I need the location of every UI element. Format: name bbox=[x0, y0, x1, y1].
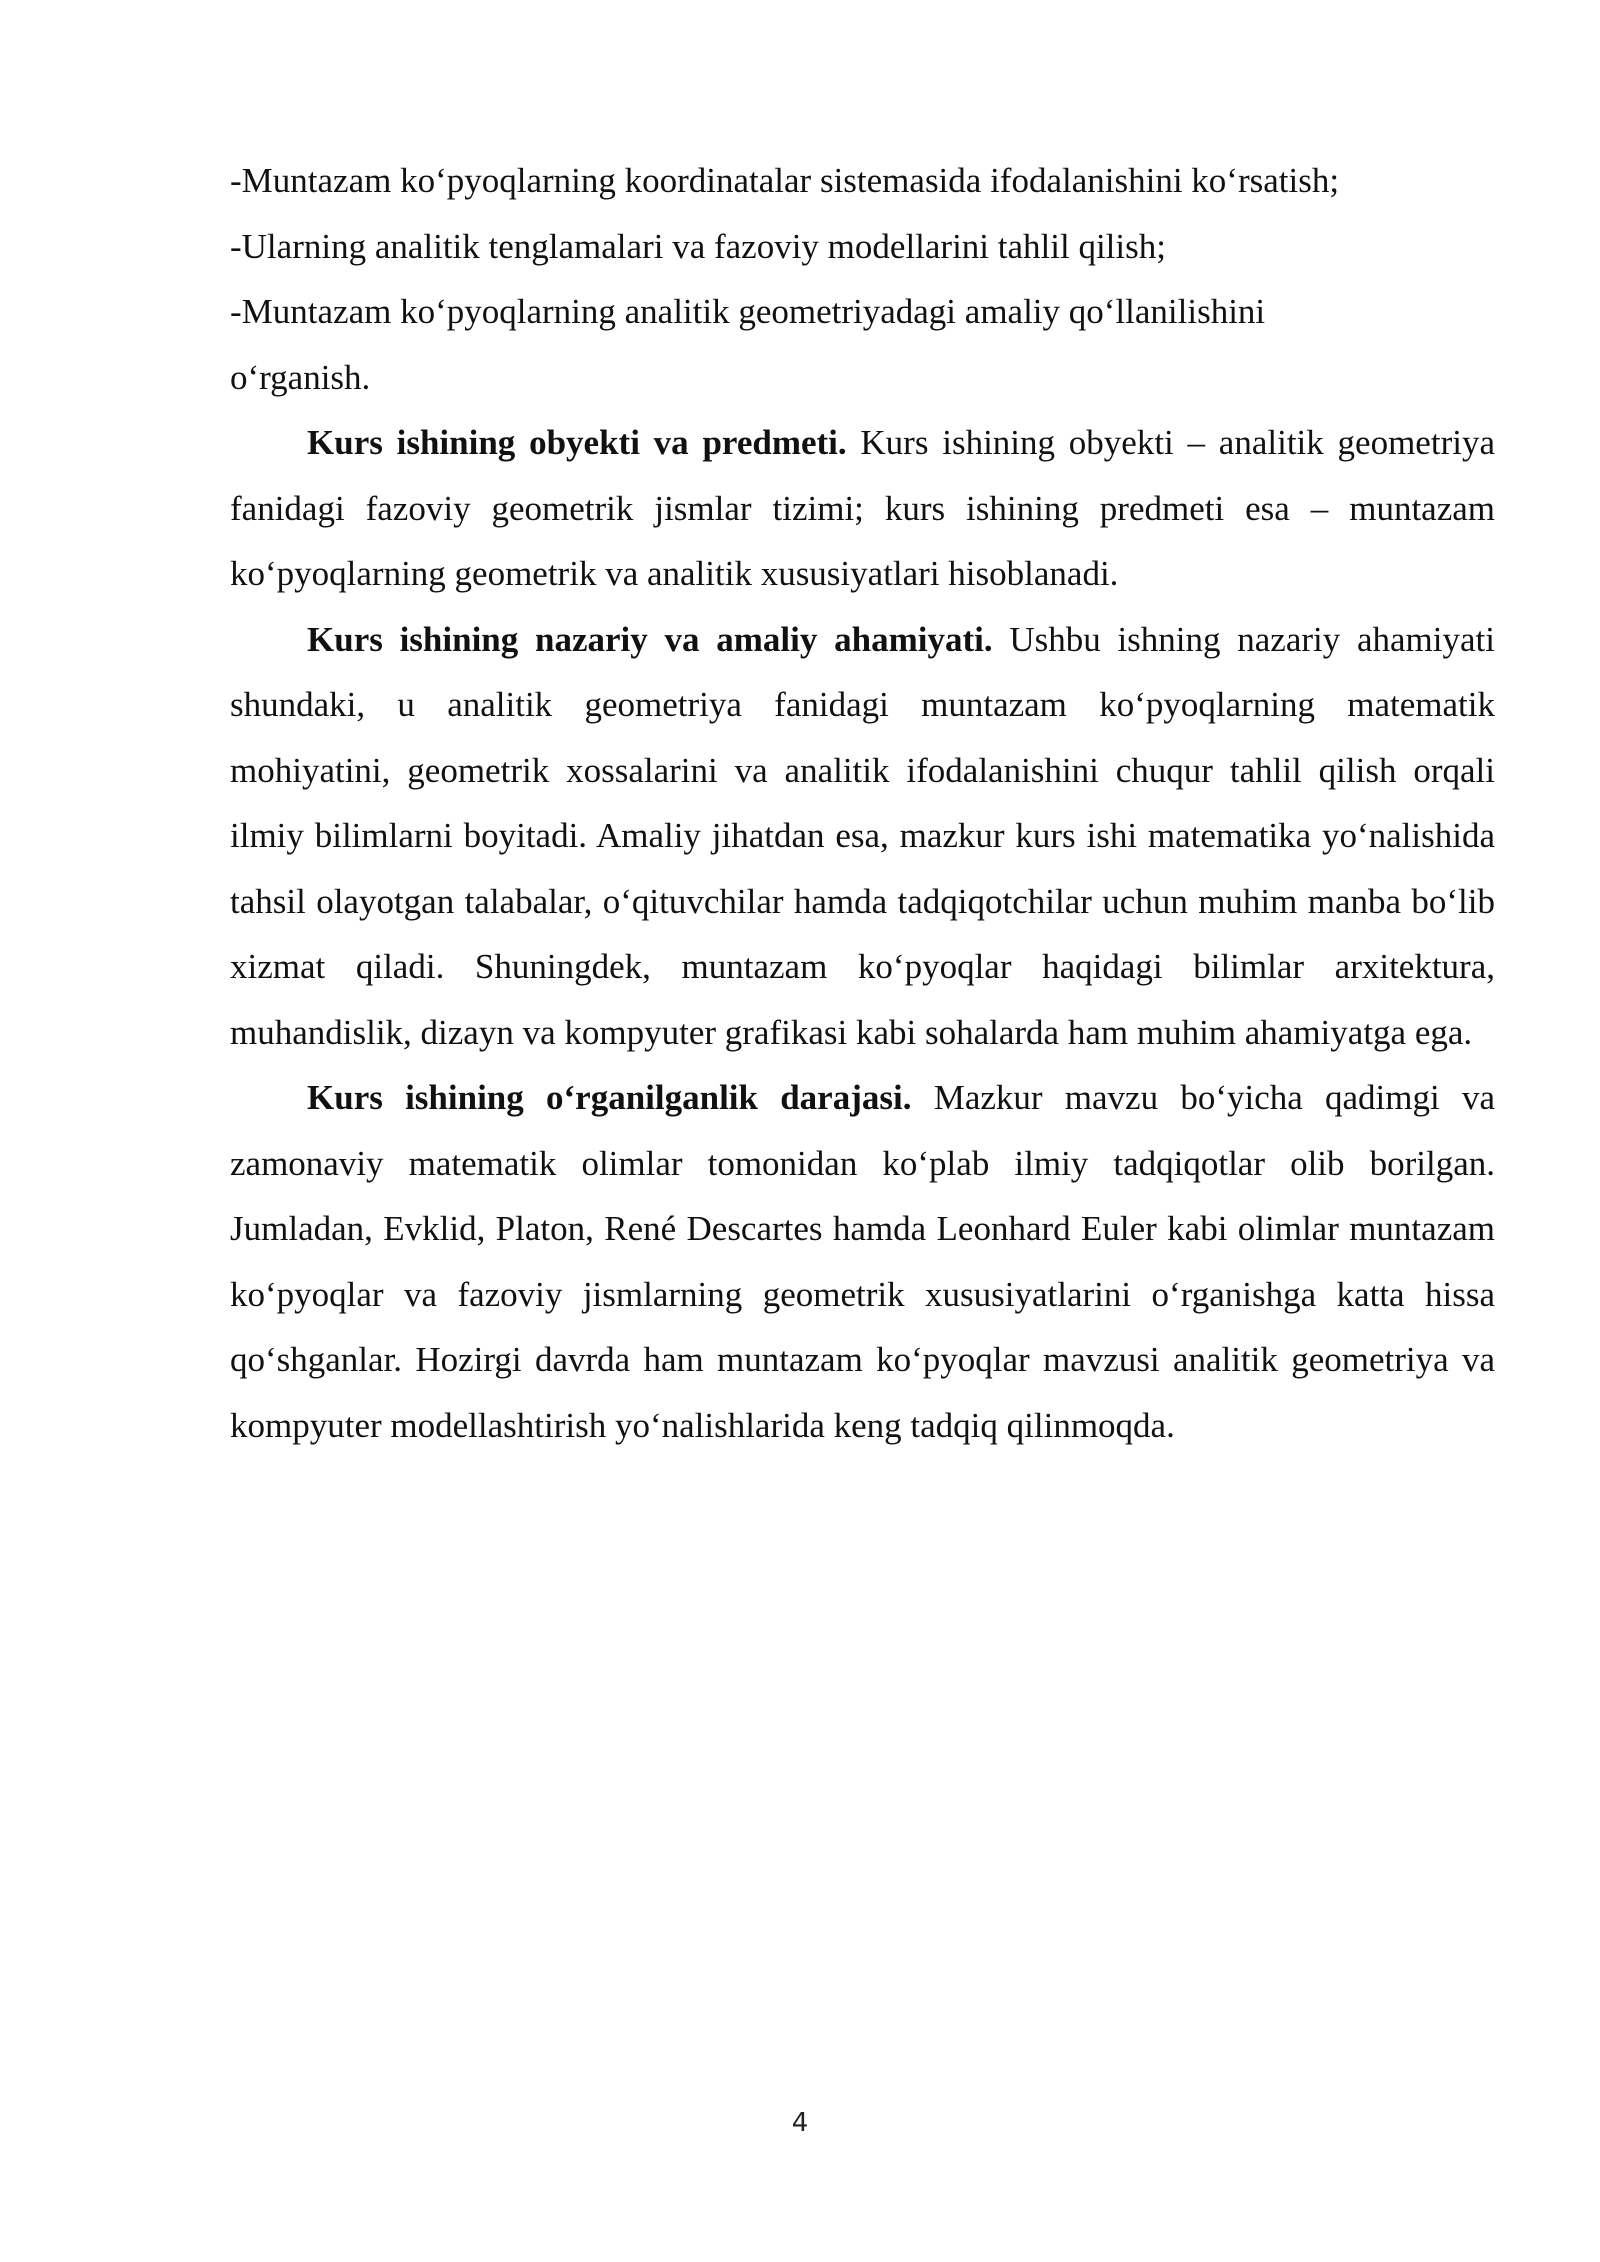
paragraph-heading: Kurs ishining oʻrganilganlik darajasi. bbox=[307, 1078, 912, 1117]
paragraph-significance bbox=[230, 607, 1495, 1066]
paragraph-text: Mazkur mavzu boʻyicha qadimgi va zamonaviy matematik olimlar tomonidan koʻplab ilmiy tadqiqotlar olib borilgan. Jumladan, Evklid, Platon, René Descartes hamda Leonhard Euler kabi olimlar muntazam koʻpyoqlar va fazoviy jismlarning geometrik xususiyatlarini oʻrganishga katta hissa qoʻshganlar. Hozirgi davrda ham muntazam koʻpyoqlar mavzusi analitik geometriya va kompyuter modellashtirish yoʻnalishlarida keng tadqiq qilinmoqda. bbox=[230, 1078, 1495, 1445]
paragraph-text: Kurs ishining obyekti – analitik geometriya fanidagi fazoviy geometrik jismlar tizimi; kurs ishining predmeti esa – muntazam koʻpyoqlarning geometrik va analitik xususiyatlari hisoblanadi. bbox=[230, 423, 1495, 593]
paragraph-text: Ushbu ishning nazariy ahamiyati shundaki, u analitik geometriya fanidagi muntazam koʻpyoqlarning matematik mohiyatini, geometrik xossalarini va analitik ifodalanishini chuqur tahlil qilish orqali ilmiy bilimlarni boyitadi. Amaliy jihatdan esa, mazkur kurs ishi matematika yoʻnalishida tahsil olayotgan talabalar, oʻqituvchilar hamda tadqiqotchilar uchun muhim manba boʻlib xizmat qiladi. Shuningdek, muntazam koʻpyoqlar haqidagi bilimlar arxitektura, muhandislik, dizayn va kompyuter grafikasi kabi sohalarda ham muhim ahamiyatga ega. bbox=[230, 619, 1495, 1052]
paragraph-object-subject bbox=[230, 410, 1495, 607]
list-item: -Muntazam koʻpyoqlarning analitik geometriyadagi amaliy qoʻllanilishini bbox=[230, 292, 1266, 331]
list-item: -Ularning analitik tenglamalari va fazoviy modellarini tahlil qilish; bbox=[230, 226, 1166, 266]
document-page bbox=[230, 148, 1495, 1458]
list-item-continuation: oʻrganish. bbox=[230, 357, 371, 397]
list-item: -Muntazam koʻpyoqlarning koordinatalar sistemasida ifodalanishini koʻrsatish; bbox=[230, 161, 1340, 200]
paragraph-heading: Kurs ishining nazariy va amaliy ahamiyati. bbox=[307, 619, 993, 659]
paragraph-heading: Kurs ishining obyekti va predmeti. bbox=[307, 423, 847, 462]
page-number: 4 bbox=[791, 2108, 809, 2138]
paragraph-study-level bbox=[230, 1065, 1495, 1458]
